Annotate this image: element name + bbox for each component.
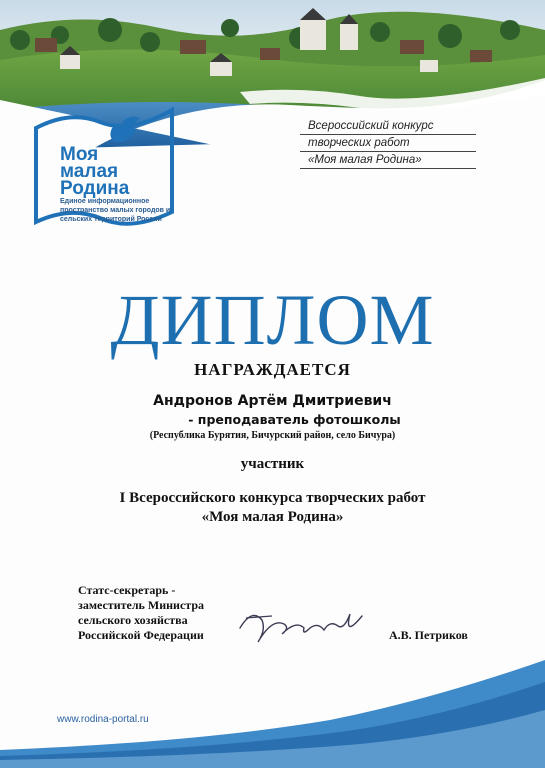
logo-title-line3: Родина bbox=[60, 178, 130, 199]
contest-heading-line2: творческих работ bbox=[300, 135, 476, 152]
signer-name: А.В. Петриков bbox=[389, 628, 468, 642]
contest-heading-line3: «Моя малая Родина» bbox=[300, 152, 476, 169]
contest-heading-line1: Всероссийский конкурс bbox=[300, 118, 476, 135]
diploma-title: ДИПЛОМ bbox=[110, 280, 435, 360]
contest-heading-box bbox=[300, 118, 476, 169]
signatory-position-line4: Российской Федерации bbox=[78, 628, 204, 642]
logo-subtitle: Единое информационное пространство малых городов и сельских территорий России bbox=[60, 198, 171, 223]
signatory-position-line1: Статс-секретарь - bbox=[78, 583, 176, 597]
signatory-position bbox=[78, 583, 204, 643]
logo-title-line1: Моя bbox=[60, 144, 99, 165]
contest-name-line1: I Всероссийского конкурса творческих работ bbox=[119, 490, 426, 506]
recipient-location: (Республика Бурятия, Бичурский район, село Бичура) bbox=[149, 430, 396, 441]
signatory-position-line2: заместитель Министра bbox=[78, 598, 205, 612]
contest-name-line2: «Моя малая Родина» bbox=[201, 509, 344, 525]
recipient-role: - преподаватель фотошколы bbox=[188, 412, 401, 427]
recipient-name: Андронов Артём Дмитриевич bbox=[153, 393, 392, 409]
signatory-position-line3: сельского хозяйства bbox=[78, 613, 188, 627]
handwritten-signature bbox=[232, 598, 372, 658]
website-link[interactable]: www.rodina-portal.ru bbox=[57, 714, 149, 725]
logo-title-line2: малая bbox=[60, 161, 119, 182]
awarded-heading: НАГРАЖДАЕТСЯ bbox=[194, 360, 351, 379]
participant-label: участник bbox=[240, 456, 305, 472]
